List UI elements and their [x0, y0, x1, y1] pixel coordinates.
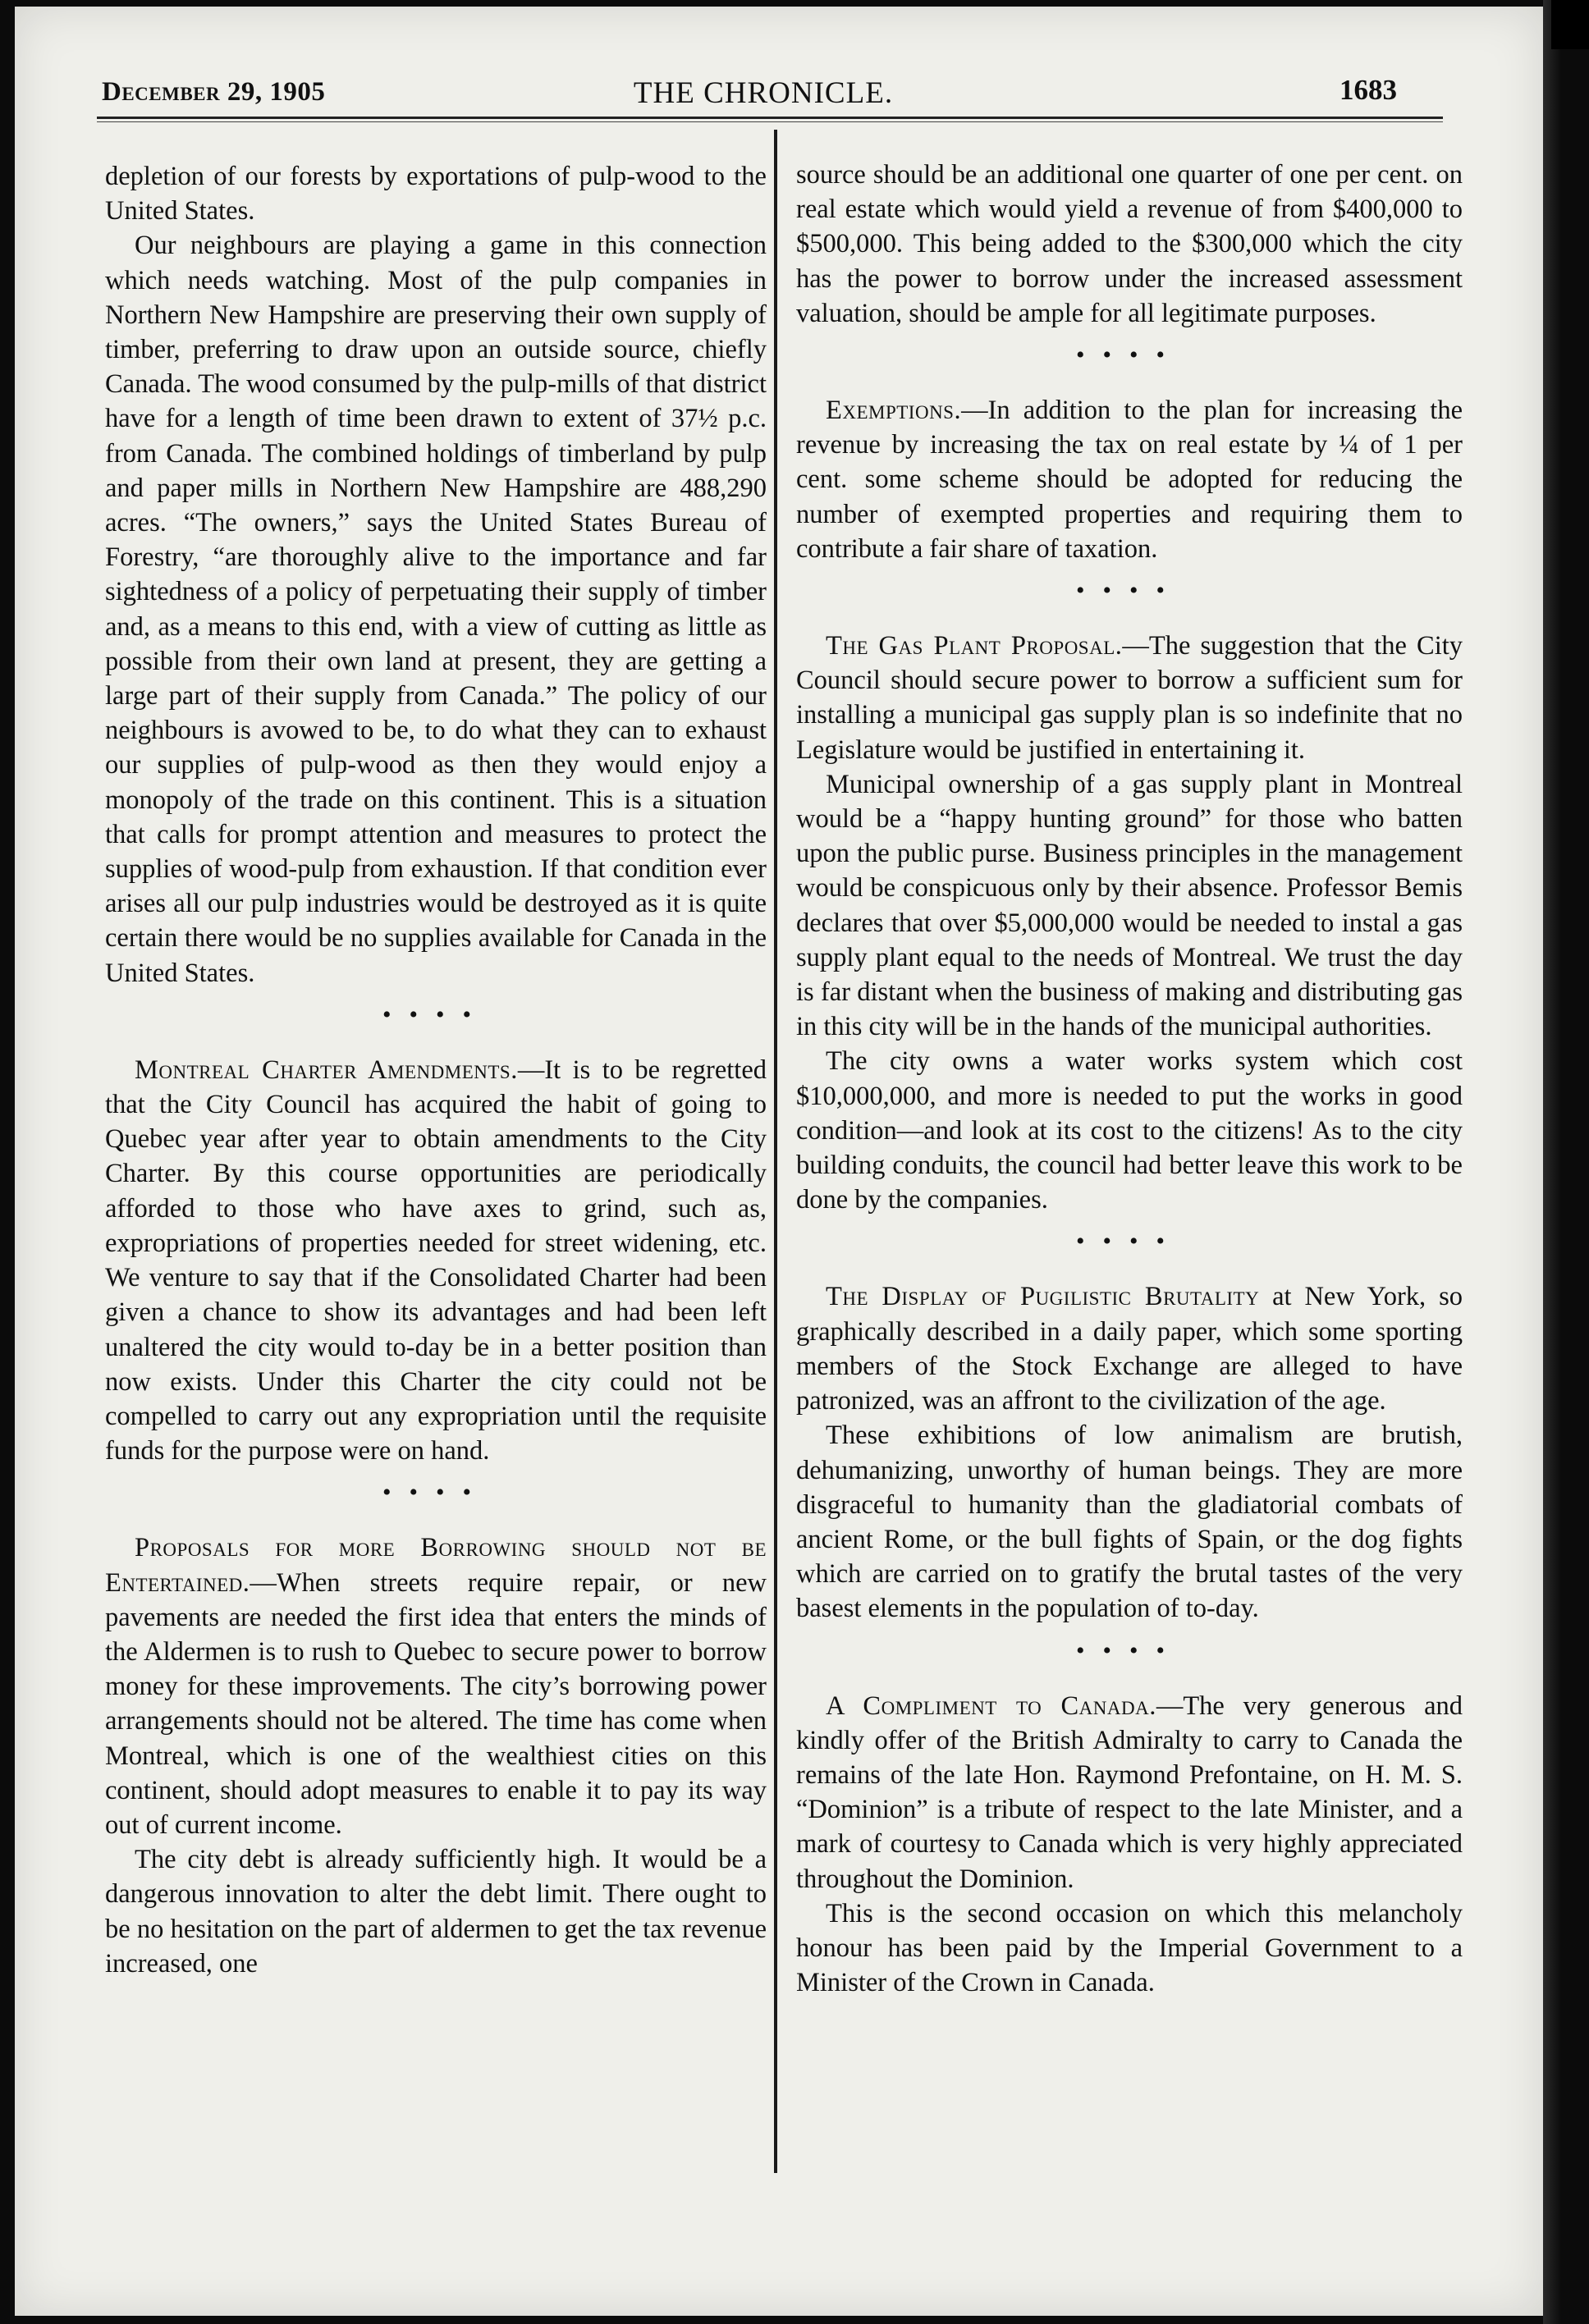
paragraph-forests-continued: depletion of our forests by exportations of pulp-wood to the United States. — [105, 162, 767, 226]
body-borrowing-proposals: —When streets require repair, or new pavements are needed the first idea that enters the minds of the Aldermen is to rush to Quebec to secure power to borrow money for these improvements. The city’s borrowing power arrangements should not be altered. The time has come when Montreal, which is one of the wealthiest cities on this continent, should adopt measures to enable it to pay its way out of current income. — [105, 1567, 767, 1840]
heading-compliment-canada: A Compliment to Canada. — [826, 1690, 1156, 1721]
scan-edge-band — [1543, 0, 1589, 2324]
page-header — [90, 72, 1436, 113]
body-pugilistic-brutality: at New York, so graphically described in a daily paper, which some sporting members of the Stock Exchange are alleged to have patronized, was an affront to the civilization of the age. — [796, 1282, 1463, 1416]
left-column — [105, 159, 767, 1981]
paragraph-revenue-source: source should be an additional one quarter of one per cent. on real estate which would yield a revenue of from $400,000 to $500,000. This being added to the $300,000 which the city has the power to borrow under the increased assessment valuation, should be ample for all legitimate purposes. — [796, 160, 1463, 328]
article-compliment-canada — [796, 1689, 1463, 1896]
paragraph-water-works: The city owns a water works system which cost $10,000,000, and more is needed to put the works in good condition—and look at its cost to the citizens! As to the city building conduits, the council had better leave this work to be done by the companies. — [796, 1046, 1463, 1215]
header-title: THE CHRONICLE. — [633, 76, 894, 110]
header-page-number: 1683 — [1339, 74, 1397, 106]
paragraph-city-debt: The city debt is already sufficiently high. It would be a dangerous innovation to alter the debt limit. There ought to be no hesitation on the part of aldermen to get the tax revenue increased, one — [105, 1845, 767, 1979]
paragraph-low-animalism: These exhibitions of low animalism are brutish, dehumanizing, unworthy of human beings. They are more disgraceful to humanity than the gladiatorial combats of ancient Rome, or the bull fights of Spain, or the dog fights which are carried on to gratify the brutal tastes of the very basest elements in the population of to-day. — [796, 1420, 1463, 1624]
paragraph-second-occasion: This is the second occasion on which this melancholy honour has been paid by the Imperial Government to a Minister of the Crown in Canada. — [796, 1898, 1463, 1998]
body-montreal-charter: —It is to be regretted that the City Council has acquired the habit of going to Quebec year after year to obtain amendments to the City Charter. By this course opportunities are periodically afforded to those who have axes to grind, such as, expropriations of properties needed for street widening, etc. We venture to say that if the Consolidated Charter had been given a chance to show its advantages and had been left unaltered the city would to-day be in a better position than now exists. Under this Charter the city could not be compelled to carry out any expropriation until the requisite funds for the purpose were on hand. — [105, 1054, 767, 1466]
heading-montreal-charter: Montreal Charter Amendments. — [135, 1054, 518, 1085]
body-exemptions: —In addition to the plan for increasing the revenue by increasing the tax on real estate by ¼ of 1 per cent. some scheme should be adopted for reducing the number of exempted properties and requiring them to contribute a fair share of taxation. — [796, 396, 1463, 564]
heading-gas-plant: The Gas Plant Proposal. — [826, 631, 1123, 661]
paragraph-municipal-ownership: Municipal ownership of a gas supply plant in Montreal would be a “happy hunting ground” for those who batten upon the public purse. Business principles in the management would be conspicuous only by their absence. Professor Bemis declares that over $5,000,000 would be needed to instal a gas supply plant equal to the needs of Montreal. We trust the day is far distant when the business of making and distributing gas in this city will be in the hands of the municipal authorities. — [796, 769, 1463, 1042]
heading-pugilistic-brutality: The Display of Pugilistic Brutality — [826, 1282, 1260, 1312]
right-column — [796, 158, 1463, 2000]
header-rule-thin — [97, 121, 1443, 122]
article-montreal-charter — [105, 1053, 767, 1468]
body-compliment-canada: —The very generous and kindly offer of the British Admiralty to carry to Canada the remains of the late Hon. Raymond Prefontaine, on H. M. S. “Dominion” is a tribute of respect to the late Minister, and a mark of courtesy to Canada which is very highly appreciated throughout the Dominion. — [796, 1690, 1463, 1894]
header-date: December 29, 1905 — [102, 77, 326, 107]
section-separator-stars: •••• — [1075, 1636, 1183, 1664]
article-gas-plant — [796, 629, 1463, 767]
newspaper-page — [15, 7, 1543, 2316]
section-separator-stars: •••• — [1075, 577, 1183, 605]
section-separator-stars: •••• — [382, 1000, 489, 1028]
body-gas-plant: —The suggestion that the City Council should secure power to borrow a sufficient sum for installing a municipal gas supply plan is so indefinite that no Legislature would be justified in entertaining it. — [796, 631, 1463, 765]
section-separator-stars: •••• — [382, 1479, 489, 1507]
section-separator-stars: •••• — [1075, 341, 1183, 369]
heading-exemptions: Exemptions. — [826, 396, 962, 426]
article-pugilistic-brutality — [796, 1279, 1463, 1418]
column-divider — [774, 130, 777, 2173]
article-borrowing-proposals — [105, 1530, 767, 1842]
scan-corner-mark — [1551, 0, 1589, 49]
header-rule — [97, 117, 1443, 119]
paragraph-neighbours: Our neighbours are playing a game in this connection which needs watching. Most of the pulp companies in Northern New Hampshire are preserving their own supply of timber, preferring to draw upon an outside source, chiefly Canada. The wood consumed by the pulp-mills of that district have for a length of time been drawn to extent of 37½ p.c. from Canada. The combined holdings of timberland by pulp and paper mills in Northern New Hampshire are 488,290 acres. “The owners,” says the United States Bureau of Forestry, “are thoroughly alive to the importance and far sightedness of a policy of perpetuating their supply of timber and, as a means to this end, with a view of cutting as little as possible from their own land at present, they are getting a large part of their supply from Canada.” The policy of our neighbours is avowed to be, to do what they can to exhaust our supplies of pulp-wood as then they would enjoy a monopoly of the trade on this continent. This is a situation that calls for prompt attention and measures to protect the supplies of wood-pulp from exhaustion. If that condition ever arises all our pulp industries would be destroyed as it is quite certain there would be no supplies available for Canada in the United States. — [105, 231, 767, 988]
section-separator-stars: •••• — [1075, 1228, 1183, 1256]
article-exemptions — [796, 393, 1463, 566]
heading-borrowing-proposals: Proposals for more Borrowing should not be Entertained. — [105, 1533, 767, 1598]
